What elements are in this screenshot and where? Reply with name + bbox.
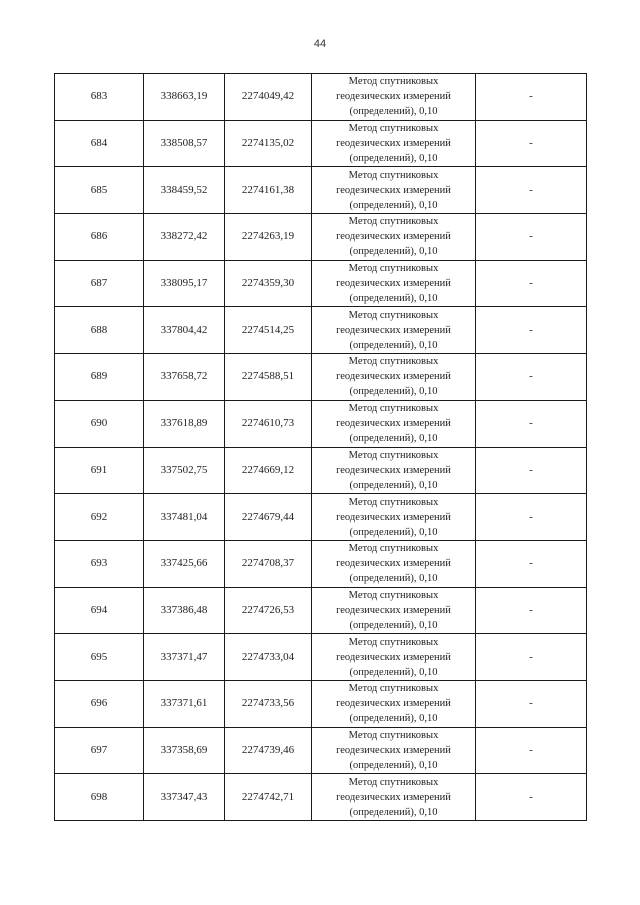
point-number-cell: 693 [55,540,144,587]
x-coordinate-cell: 337371,47 [144,634,225,681]
y-coordinate-cell: 2274679,44 [225,494,312,541]
method-text-line: (определений), 0,10 [349,153,438,165]
x-coordinate-cell: 338663,19 [144,74,225,121]
x-coordinate-cell: 337804,42 [144,307,225,354]
table-row [55,120,587,167]
y-coordinate-cell: 2274161,38 [225,167,312,214]
x-coordinate-cell: 337358,69 [144,727,225,774]
note-cell: - [476,214,587,261]
table-row [55,774,587,821]
y-coordinate-cell: 2274733,04 [225,634,312,681]
method-text-line: (определений), 0,10 [349,619,438,631]
method-text-line: (определений), 0,10 [349,573,438,585]
y-coordinate-cell: 2274739,46 [225,727,312,774]
method-text-line: (определений), 0,10 [349,106,438,118]
method-text-line: Метод спутниковых [348,496,439,508]
y-coordinate-cell: 2274733,56 [225,680,312,727]
note-cell: - [476,774,587,821]
y-coordinate-cell: 2274610,73 [225,400,312,447]
table-row [55,260,587,307]
x-coordinate-cell: 337386,48 [144,587,225,634]
x-coordinate-cell: 337481,04 [144,494,225,541]
y-coordinate-cell: 2274263,19 [225,214,312,261]
note-cell: - [476,727,587,774]
method-text-line: геодезических измерений [336,371,451,383]
method-text-line: (определений), 0,10 [349,199,438,211]
table-row [55,354,587,401]
point-number-cell: 696 [55,680,144,727]
method-text-line: Метод спутниковых [348,403,439,415]
method-cell [312,540,476,587]
table-row [55,400,587,447]
point-number-cell: 695 [55,634,144,681]
method-cell [312,727,476,774]
note-cell: - [476,74,587,121]
method-text-line: Метод спутниковых [348,263,439,275]
y-coordinate-cell: 2274359,30 [225,260,312,307]
method-text-line: геодезических измерений [336,604,451,616]
table-row [55,167,587,214]
method-text-line: Метод спутниковых [348,76,439,88]
table-row [55,587,587,634]
table-row [55,214,587,261]
note-cell: - [476,400,587,447]
note-cell: - [476,120,587,167]
method-text-line: геодезических измерений [336,464,451,476]
x-coordinate-cell: 337371,61 [144,680,225,727]
method-cell [312,587,476,634]
point-number-cell: 694 [55,587,144,634]
method-text-line: геодезических измерений [336,558,451,570]
method-text-line: Метод спутниковых [348,309,439,321]
point-number-cell: 698 [55,774,144,821]
method-text-line: геодезических измерений [336,324,451,336]
method-text-line: Метод спутниковых [348,636,439,648]
method-text-line: Метод спутниковых [348,216,439,228]
note-cell: - [476,447,587,494]
method-text-line: (определений), 0,10 [349,666,438,678]
note-cell: - [476,494,587,541]
note-cell: - [476,680,587,727]
x-coordinate-cell: 337618,89 [144,400,225,447]
method-cell [312,354,476,401]
method-text-line: Метод спутниковых [348,449,439,461]
note-cell: - [476,634,587,681]
x-coordinate-cell: 338095,17 [144,260,225,307]
point-number-cell: 684 [55,120,144,167]
method-text-line: Метод спутниковых [348,543,439,555]
note-cell: - [476,587,587,634]
coordinates-table [54,73,587,821]
method-cell [312,167,476,214]
coordinates-table-body [55,74,587,821]
y-coordinate-cell: 2274588,51 [225,354,312,401]
page-number: 44 [313,38,327,50]
y-coordinate-cell: 2274708,37 [225,540,312,587]
method-text-line: (определений), 0,10 [349,433,438,445]
table-row [55,447,587,494]
point-number-cell: 687 [55,260,144,307]
method-cell [312,680,476,727]
method-text-line: Метод спутниковых [348,589,439,601]
method-text-line: геодезических измерений [336,511,451,523]
y-coordinate-cell: 2274669,12 [225,447,312,494]
x-coordinate-cell: 338272,42 [144,214,225,261]
method-text-line: Метод спутниковых [348,776,439,788]
method-text-line: (определений), 0,10 [349,713,438,725]
method-text-line: геодезических измерений [336,744,451,756]
note-cell: - [476,540,587,587]
note-cell: - [476,354,587,401]
point-number-cell: 690 [55,400,144,447]
method-cell [312,120,476,167]
y-coordinate-cell: 2274742,71 [225,774,312,821]
method-text-line: Метод спутниковых [348,729,439,741]
method-cell [312,774,476,821]
table-row [55,74,587,121]
method-cell [312,74,476,121]
method-text-line: геодезических измерений [336,418,451,430]
x-coordinate-cell: 337347,43 [144,774,225,821]
method-cell [312,494,476,541]
method-cell [312,260,476,307]
table-row [55,680,587,727]
method-text-line: (определений), 0,10 [349,806,438,818]
method-text-line: геодезических измерений [336,91,451,103]
table-row [55,307,587,354]
method-text-line: геодезических измерений [336,231,451,243]
method-text-line: (определений), 0,10 [349,246,438,258]
method-text-line: (определений), 0,10 [349,526,438,538]
method-cell [312,634,476,681]
x-coordinate-cell: 338508,57 [144,120,225,167]
table-row [55,494,587,541]
method-cell [312,307,476,354]
table-row [55,727,587,774]
x-coordinate-cell: 337658,72 [144,354,225,401]
note-cell: - [476,260,587,307]
method-text-line: геодезических измерений [336,791,451,803]
method-text-line: (определений), 0,10 [349,339,438,351]
method-text-line: геодезических измерений [336,698,451,710]
method-text-line: Метод спутниковых [348,169,439,181]
point-number-cell: 689 [55,354,144,401]
method-text-line: (определений), 0,10 [349,386,438,398]
method-text-line: геодезических измерений [336,138,451,150]
method-text-line: геодезических измерений [336,651,451,663]
method-text-line: Метод спутниковых [348,123,439,135]
y-coordinate-cell: 2274049,42 [225,74,312,121]
method-text-line: геодезических измерений [336,278,451,290]
method-text-line: (определений), 0,10 [349,479,438,491]
point-number-cell: 692 [55,494,144,541]
y-coordinate-cell: 2274726,53 [225,587,312,634]
point-number-cell: 688 [55,307,144,354]
note-cell: - [476,167,587,214]
y-coordinate-cell: 2274135,02 [225,120,312,167]
method-cell [312,214,476,261]
point-number-cell: 697 [55,727,144,774]
table-row [55,540,587,587]
method-text-line: геодезических измерений [336,184,451,196]
x-coordinate-cell: 337502,75 [144,447,225,494]
method-cell [312,400,476,447]
x-coordinate-cell: 338459,52 [144,167,225,214]
note-cell: - [476,307,587,354]
method-text-line: (определений), 0,10 [349,759,438,771]
x-coordinate-cell: 337425,66 [144,540,225,587]
point-number-cell: 683 [55,74,144,121]
method-text-line: Метод спутниковых [348,356,439,368]
y-coordinate-cell: 2274514,25 [225,307,312,354]
method-cell [312,447,476,494]
method-text-line: Метод спутниковых [348,683,439,695]
point-number-cell: 686 [55,214,144,261]
point-number-cell: 691 [55,447,144,494]
point-number-cell: 685 [55,167,144,214]
table-row [55,634,587,681]
method-text-line: (определений), 0,10 [349,293,438,305]
